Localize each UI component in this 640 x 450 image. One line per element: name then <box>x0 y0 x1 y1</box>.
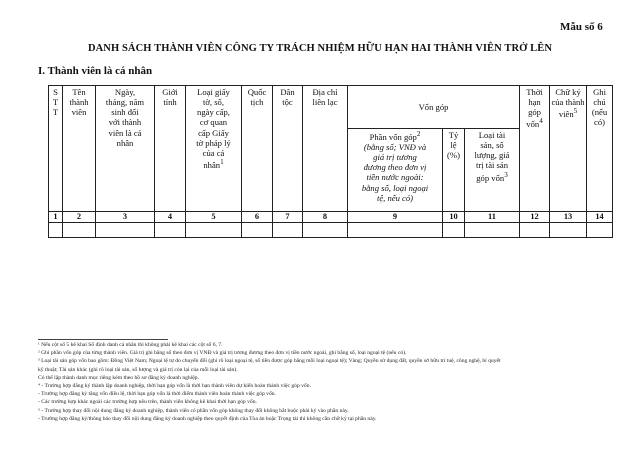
empty-member-row <box>49 223 613 238</box>
empty-cell <box>587 223 613 238</box>
document-title: DANH SÁCH THÀNH VIÊN CÔNG TY TRÁCH NHIỆM HỮU HẠN HAI THÀNH VIÊN TRỞ LÊN <box>87 43 553 54</box>
column-number: 6 <box>242 212 273 223</box>
footnote: - Trường hợp đăng ký tăng vốn điều lệ, thời hạn góp vốn là thời điểm thành viên hoàn thành việc góp vốn. <box>38 391 276 398</box>
empty-cell <box>186 223 242 238</box>
header-row <box>49 86 613 129</box>
column-number: 3 <box>96 212 155 223</box>
col-header-contact-address: Địa chỉ liên lạc <box>303 86 348 212</box>
footnote: ⁵ - Trường hợp thay đổi nội dung đăng ký doanh nghiệp, thành viên có phần vốn góp không thay đổi không bắt buộc phải ký vào phần này. <box>38 407 349 414</box>
col-header-nationality: Quốc tịch <box>242 86 273 212</box>
empty-cell <box>155 223 186 238</box>
empty-cell <box>443 223 465 238</box>
column-number: 2 <box>63 212 96 223</box>
empty-cell <box>49 223 63 238</box>
empty-cell <box>520 223 550 238</box>
col-header-member-name: Tên thành viên <box>63 86 96 212</box>
col-header-capital-contribution: Vốn góp <box>348 86 520 129</box>
column-number: 13 <box>550 212 587 223</box>
footnote: - Trường hợp đăng ký/thông báo thay đổi nội dung đăng ký doanh nghiệp theo quyết định của Tòa án hoặc Trọng tài thì không cần chữ ký tại phần này. <box>38 415 377 422</box>
empty-cell <box>273 223 303 238</box>
col-header-stt: S T T <box>49 86 63 212</box>
col-header-date-of-birth: Ngày, tháng, năm sinh đối với thành viên là cá nhân <box>96 86 155 212</box>
empty-cell <box>96 223 155 238</box>
column-number: 7 <box>273 212 303 223</box>
footnote: ⁴ - Trường hợp đăng ký thành lập doanh nghiệp, thời hạn góp vốn là thời hạn thành viên dự kiến hoàn thành việc góp vốn. <box>38 383 311 390</box>
column-number: 1 <box>49 212 63 223</box>
footnote: ² Ghi phần vốn góp của từng thành viên. Giá trị ghi bằng số theo đơn vị VNĐ và giá trị tương đương theo đơn vị tiền nước ngoài, ghi bằng số, loại ngoại tệ (nếu có). <box>38 350 407 357</box>
column-number: 4 <box>155 212 186 223</box>
col-header-ethnicity: Dân tộc <box>273 86 303 212</box>
col-header-asset-type: Loại tài sản, số lượng, giá trị tài sản góp vốn$^3$ <box>465 129 520 212</box>
col-header-legal-document: Loại giấy tờ, số, ngày cấp, cơ quan cấp Giấy tờ pháp lý của cá nhân$^1$ <box>186 86 242 212</box>
footnote: kỹ thuật; Tài sản khác (ghi rõ loại tài sản, số lượng và giá trị còn lại của mỗi loại tài sản). <box>38 366 238 373</box>
column-number-row <box>49 212 613 223</box>
footnotes <box>38 341 608 423</box>
col-header-contribution-deadline: Thời hạn góp vốn$^4$ <box>520 86 550 212</box>
section-heading: I. Thành viên là cá nhân <box>38 65 153 77</box>
empty-cell <box>242 223 273 238</box>
column-number: 9 <box>348 212 443 223</box>
members-table <box>48 85 613 238</box>
column-number: 14 <box>587 212 613 223</box>
footnote: ¹ Nếu cột số 5 kê khai Số định danh cá nhân thì không phải kê khai các cột số 6, 7. <box>38 342 223 348</box>
form-number: Mẫu số 6 <box>560 21 603 33</box>
column-number: 11 <box>465 212 520 223</box>
empty-cell <box>303 223 348 238</box>
column-number: 12 <box>520 212 550 223</box>
footnote: - Các trường hợp khác ngoài các trường hợp nêu trên, thành viên không kê khai thời hạn góp vốn. <box>38 399 257 406</box>
column-number: 5 <box>186 212 242 223</box>
col-header-capital-share: Phần vốn góp$^2$ (bằng số; VNĐ và giá trị tương đương theo đơn vị tiền nước ngoài: bằng số, loại ngoại tệ, nếu có) <box>348 129 443 212</box>
footnote: ³ Loại tài sản góp vốn bao gồm: Đồng Việt Nam; Ngoại tệ tự do chuyển đổi (ghi rõ loại ngoại tệ, số tiền được góp bằng mỗi loại ngoại tệ); Vàng; Quyền sử dụng đất, quyền sở hữu trí tuệ, công nghệ, bí quyết <box>38 358 501 365</box>
col-header-member-signature: Chữ ký của thành viên$^5$ <box>550 86 587 212</box>
footnote-separator <box>38 339 168 340</box>
col-header-gender: Giới tính <box>155 86 186 212</box>
empty-cell <box>550 223 587 238</box>
col-header-note: Ghi chú (nếu có) <box>587 86 613 212</box>
empty-cell <box>465 223 520 238</box>
footnote: Có thể lập thành danh mục riêng kèm theo hồ sơ đăng ký doanh nghiệp. <box>38 374 199 381</box>
col-header-ratio: Tỷ lệ (%) <box>443 129 465 212</box>
empty-cell <box>63 223 96 238</box>
column-number: 10 <box>443 212 465 223</box>
empty-cell <box>348 223 443 238</box>
column-number: 8 <box>303 212 348 223</box>
